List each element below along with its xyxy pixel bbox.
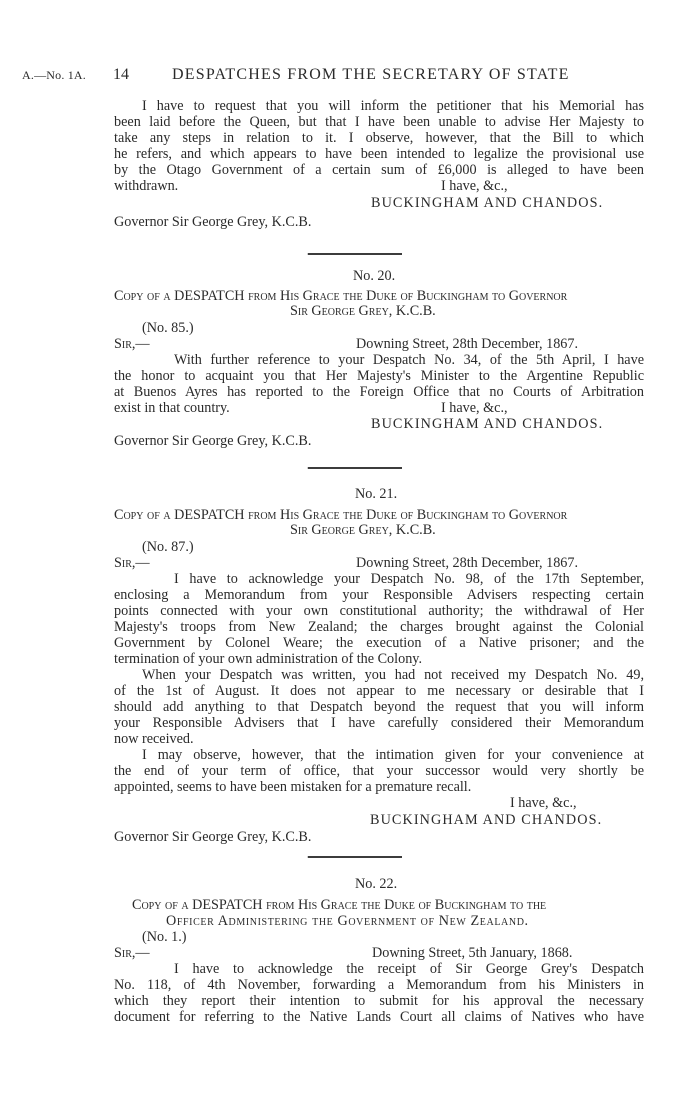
paragraph-line: the end of your term of office, that your successor would very shortly be	[114, 763, 644, 779]
paragraph-line: withdrawn.	[114, 178, 179, 194]
section-divider	[300, 467, 410, 469]
section-divider	[300, 253, 410, 255]
despatch-reference: (No. 1.)	[142, 929, 187, 945]
header-page-number: 14	[113, 66, 129, 83]
paragraph-line: I have to acknowledge your Despatch No. 98, of the 17th September,	[174, 571, 644, 587]
addressee: Governor Sir George Grey, K.C.B.	[114, 214, 312, 230]
header-title: DESPATCHES FROM THE SECRETARY OF STATE	[172, 66, 570, 83]
paragraph-line: your Responsible Advisers that I have carefully considered their Memorandum	[114, 715, 644, 731]
paragraph-line: exist in that country.	[114, 400, 230, 416]
despatch-reference: (No. 87.)	[142, 539, 194, 555]
paragraph-line: should add anything to that Despatch beyond the request that you will inform	[114, 699, 644, 715]
addressee: Governor Sir George Grey, K.C.B.	[114, 433, 312, 449]
despatch-heading-recipient: Officer Administering the Government of New Zealand.	[166, 913, 529, 929]
paragraph-line: I may observe, however, that the intimation given for your convenience at	[142, 747, 644, 763]
despatch-heading: Copy of a DESPATCH from His Grace the Duke of Buckingham to the	[132, 897, 547, 913]
paragraph-line: now received.	[114, 731, 194, 747]
paragraph-line: Majesty's troops from New Zealand; the charges brought against the Colonial	[114, 619, 644, 635]
paragraph-line: the honor to acquaint you that Her Majesty's Minister to the Argentine Republic	[114, 368, 644, 384]
closing-phrase: I have, &c.,	[441, 178, 508, 194]
paragraph-line: he refers, and which appears to have been intended to legalize the provisional use	[114, 146, 644, 162]
paragraph-line: been laid before the Queen, but that I have been unable to advise Her Majesty to	[114, 114, 644, 130]
despatch-number: No. 20.	[353, 268, 396, 284]
despatch-heading: Copy of a DESPATCH from His Grace the Duke of Buckingham to Governor	[114, 507, 568, 523]
paragraph-line: termination of your own administration of the Colony.	[114, 651, 423, 667]
closing-phrase: I have, &c.,	[441, 400, 508, 416]
paragraph-line: at Buenos Ayres has reported to the Foreign Office that no Courts of Arbitration	[114, 384, 644, 400]
place-date: Downing Street, 28th December, 1867.	[356, 555, 579, 571]
paragraph-line: I have to request that you will inform the petitioner that his Memorial has	[142, 98, 644, 114]
paragraph-line: enclosing a Memorandum from your Responsible Advisers respecting certain	[114, 587, 644, 603]
paragraph-line: No. 118, of 4th November, forwarding a Memorandum from his Ministers in	[114, 977, 644, 993]
paragraph-line: which they report their intention to submit for his approval the necessary	[114, 993, 644, 1009]
salutation: Sir,—	[114, 945, 150, 961]
paragraph-line: Government by Colonel Weare; the execution of a Native prisoner; and the	[114, 635, 644, 651]
section-divider	[300, 856, 410, 858]
despatch-number: No. 21.	[355, 486, 398, 502]
place-date: Downing Street, 5th January, 1868.	[372, 945, 573, 961]
place-date: Downing Street, 28th December, 1867.	[356, 336, 579, 352]
signature: BUCKINGHAM AND CHANDOS.	[370, 812, 603, 828]
despatch-reference: (No. 85.)	[142, 320, 194, 336]
paragraph-line: With further reference to your Despatch No. 34, of the 5th April, I have	[174, 352, 644, 368]
paragraph-line: appointed, seems to have been mistaken for a premature recall.	[114, 779, 472, 795]
paragraph-line: take any steps in relation to it. I observe, however, that the Bill to which	[114, 130, 644, 146]
despatch-number: No. 22.	[355, 876, 398, 892]
signature: BUCKINGHAM AND CHANDOS.	[371, 195, 604, 211]
header-document-ref: A.—No. 1A.	[22, 68, 86, 82]
salutation: Sir,—	[114, 336, 150, 352]
paragraph-line: document for referring to the Native Lands Court all claims of Natives who have	[114, 1009, 644, 1025]
despatch-heading: Copy of a DESPATCH from His Grace the Duke of Buckingham to Governor	[114, 288, 568, 304]
closing-phrase: I have, &c.,	[510, 795, 577, 811]
addressee: Governor Sir George Grey, K.C.B.	[114, 829, 312, 845]
paragraph-line: points connected with your own constitutional authority; the withdrawal of Her	[114, 603, 644, 619]
paragraph-line: of the 1st of August. It does not appear to me necessary or desirable that I	[114, 683, 644, 699]
paragraph-line: I have to acknowledge the receipt of Sir George Grey's Despatch	[174, 961, 644, 977]
despatch-heading-recipient: Sir George Grey, K.C.B.	[290, 522, 436, 538]
paragraph-line: When your Despatch was written, you had not received my Despatch No. 49,	[142, 667, 644, 683]
paragraph-line: by the Otago Government of a certain sum of £6,000 is alleged to have been	[114, 162, 644, 178]
salutation: Sir,—	[114, 555, 150, 571]
despatch-heading-recipient: Sir George Grey, K.C.B.	[290, 303, 436, 319]
signature: BUCKINGHAM AND CHANDOS.	[371, 416, 604, 432]
